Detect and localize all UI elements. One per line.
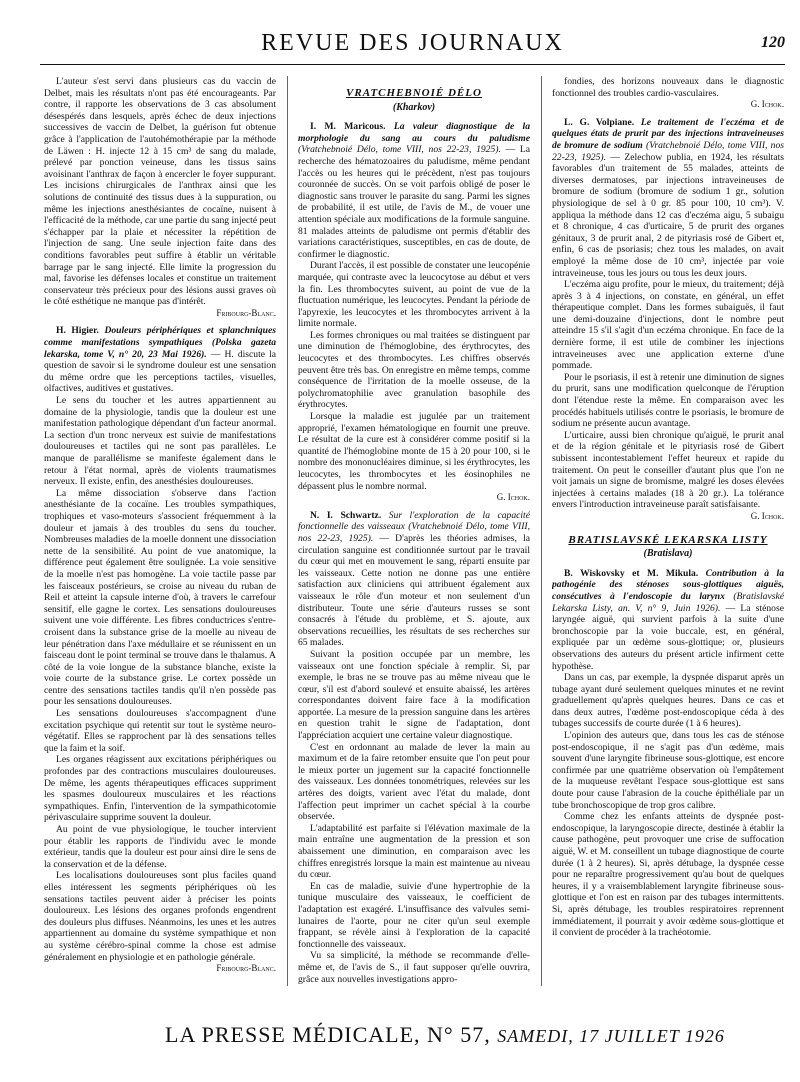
article-body: — D'après les théories admises, la circulation sanguine est conditionnée surtout par le travail du cœur qui met en mouvement le sang, réparti ensuite par les vaisseaux. Cette notion ne donne pas une entière satisfaction aux cliniciens qui attribuent également aux vaisseaux le rôle d'un moteur et non seulement d'un distributeur. Toute une série d'auteurs russes se sont consacrés à l'étude du problème, et S. ajoute, aux observations recueillies, les résultats de ses recherches sur 65 malades. <box>298 532 530 649</box>
paragraph: Dans un cas, par exemple, la dyspnée disparut après un tubage ayant duré seulement quelques minutes et ne revint graduellement qu'après quelques heures. Dans ce cas et dans deux autres, l'œdème post-endoscopique céda à des tubages successifs de courte durée (1 à 6 heures). <box>552 672 784 730</box>
article-author: H. Higier. <box>56 325 99 337</box>
page-footer <box>165 1022 765 1050</box>
article-reference: (Vratchebnoié Délo, tome VIII, nos 22-23, 1925). <box>298 521 530 544</box>
article-body: — Zelechow publia, en 1924, les résultats favorables d'un traitement de 55 malades, atteints de diverses dermatoses, par injections intraveineuses de bromure de sodium (bromure de sodium 1 gr., solution physiologique de sel à 0 gr. 85 pour 100, 10 cm³). V. appliqua la méthode dans 12 cas d'eczéma aigu, 5 subaigu et 8 chronique, 4 cas d'urticaire, 5 de prurit des organes génitaux, 3 de prurit anal, 2 de pityriasis rosé de Gibert et, enfin, 6 cas de psoriasis; chez tous les malades, on avait employé la même dose de 10 cm³, injectée par voie intraveineuse, tous les jours ou tous les deux jours. <box>552 151 784 279</box>
paragraph: Durant l'accès, il est possible de constater une leucopénie marquée, qui contraste avec la leucocytose au début et vers la fin. Les thrombocytes suivent, au point de vue de la fluctuation numérique, les leucocytes. Pendant la période de l'apyrexie, les leucocytes et les thrombocytes arrivent à la limite normale. <box>298 260 530 330</box>
paragraph: Suivant la position occupée par un membre, les vaisseaux ont une fonction spéciale à remplir. Si, par exemple, le bras ne se trouve pas au même niveau que le cœur, s'il est d'abord soulevé et ensuite abaissé, les artères correspondantes doivent faire face à la modification apportée. La mesure de la pression sanguine dans les artères en question trahit le signe de l'adaptation, dont l'appréciation acquiert une certaine valeur diagnostique. <box>298 648 530 742</box>
paragraph: Pour le psoriasis, il est à retenir une diminution de signes du prurit, sans une modification quelconque de l'éruption dont l'étendue reste la même. En comparaison avec les procédés habituels utilisés contre le psoriasis, le bromure de sodium ne présente aucun avantage. <box>552 371 784 430</box>
signature: G. Ichok. <box>496 492 530 503</box>
footer-journal: LA PRESSE MÉDICALE, <box>165 1022 421 1047</box>
article-higier <box>44 325 276 395</box>
paragraph: Vu sa simplicité, la méthode se recommande d'elle-même et, de l'avis de S., il faut supposer qu'elle ouvrira, grâce aux nouvelles investigations appro- <box>298 950 530 985</box>
article-author: L. G. Volpiane. <box>564 116 635 128</box>
article-reference: (Polska gazeta lekarska, tome V, n° 20, 23 Mai 1926). <box>44 337 276 360</box>
paragraph: Le sens du toucher et les autres appartiennent au domaine de la physiologie, tandis que la douleur est une manifestation pathologique dépendant d'un facteur anormal. La section d'un tronc nerveux est suivie de manifestations douloureuses et tactiles qui ne sont pas parallèles. Le manque de parallélisme se manifeste également dans le retour à l'état normal, après de violents traumatismes nerveux. Il existe, enfin, des anesthésies douloureuses. <box>44 395 276 488</box>
column-left <box>44 76 276 986</box>
paragraph: Les formes chroniques ou mal traitées se distinguent par une diminution de l'hémoglobine, des érythrocytes, des leucocytes et des thrombocytes. Les chiffres observés peuvent être très bas. On enregistre en même temps, comme conséquence de l'irritation de la moelle osseuse, de la polychromatophilie avec granulation basophile des érythrocytes. <box>298 329 530 411</box>
paragraph: Les sensations douloureuses s'accompagnent d'une excitation psychique qui retentit sur tout le système neuro-végétatif. Elles se rapprochent par là des sensations telles que la faim et la soif. <box>44 708 276 754</box>
article-reference: (Bratislavské Lekarska Listy, an. V, n° 9, Juin 1926). <box>552 590 784 614</box>
journal-city: (Bratislava) <box>643 548 693 560</box>
signature: G. Ichok. <box>750 99 784 110</box>
journal-city: (Kharkov) <box>392 101 436 113</box>
article-continuation: fondies, des horizons nouveaux dans le diagnostic fonctionnel des troubles cardio-vasculaires. <box>552 76 784 99</box>
article-author: I. M. Maricous. <box>310 121 386 133</box>
article-body: — La sténose laryngée aiguë, qui survient parfois à la suite d'une bronchoscopie par la voie buccale, est, en général, expliquée par un œdème sous-glottique; or, plusieurs observations des auteurs du présent article infirment cette hypothèse. <box>552 602 784 672</box>
footer-date: SAMEDI, 17 JUILLET 1926 <box>497 1026 725 1046</box>
signature: Fribourg-Blanc. <box>216 307 276 318</box>
article-reference: (Vratchebnoié Délo, tome VIII, nos 22-23, 1925). <box>552 139 784 163</box>
article-body: — H. discute la question de savoir si le syndrome douleur est une sensation du même ordre que les perceptions tactiles, visuelles, olfactives, auditives et gustatives. <box>44 348 276 395</box>
paragraph: Comme chez les enfants atteints de dyspnée post-endoscopique, la laryngoscopie directe, destinée à établir la cause pathogène, peut provoquer une crise de suffocation aiguë, W. et M. conseillent un tubage diagnostique de courte durée (1 à 2 heures). Si, après détubage, la dyspnée cesse pour ne reparaître progressivement qu'au bout de quelques heures, il y a vraisemblablement laryngite fibrineuse sous-glottique et l'on est en raison par des tubages intermittents. Si, après détubage, les troubles respiratoires reprennent immédiatement, il pourrait y avoir œdème sous-glottique et il convient de procéder à la trachéotomie. <box>552 811 784 939</box>
paragraph: Au point de vue physiologique, le toucher intervient pour établir les rapports de l'individu avec le monde extérieur, tandis que la douleur est pour ainsi dire le sens de la conservation et de la défense. <box>44 824 276 870</box>
article-title: La valeur diagnostique de la morphologie du sang au cours du paludisme <box>298 121 530 144</box>
paragraph: L'eczéma aigu profite, pour le mieux, du traitement; déjà après 3 à 4 injections, on constate, en général, un effet thérapeutique complet. Dans les formes subaiguës, il faut une demi-douzaine d'injections, dont le nombre peut atteindre 15 s'il s'agit d'un eczéma chronique. En face de la dernière forme, il est utile de combiner les injections intraveineuses avec une application externe d'une pommade. <box>552 279 784 372</box>
column-divider <box>287 76 288 986</box>
journal-heading: VRATCHEBNOIÉ DÉLO <box>346 87 482 99</box>
article-reference: (Vratchebnoié Délo, tome VIII, nos 22-23, 1925). <box>298 144 501 156</box>
paragraph: Les organes réagissent aux excitations périphériques ou profondes par des contractions musculaires douloureuses. De même, les agents thérapeutiques efficaces suppriment les spasmes douloureux musculaires et les réactions sympathiques. Enfin, l'intervention de la sympathicotomie périvasculaire supprime souvent la douleur. <box>44 754 276 824</box>
article-author: N. I. Schwartz. <box>310 509 382 521</box>
column-divider <box>541 76 542 986</box>
column-middle <box>298 76 530 986</box>
paragraph: Les localisations douloureuses sont plus faciles quand elles intéressent les segments périphériques où les sensations tactiles peuvent aider à préciser les points douloureux. Les lésions des organes profonds engendrent des douleurs plus diffuses. Néanmoins, les unes et les autres appartiennent au domaine du système sympathique et non au système cérébro-spinal comme la chose est admise généralement en physiologie et en pathologie générale. <box>44 870 276 963</box>
article-maricous <box>298 121 530 260</box>
paragraph: La même dissociation s'observe dans l'action anesthésiante de la cocaïne. Les troubles sympathiques, trophiques et vaso-moteurs s'associent fréquemment à la douleur et jamais à des troubles du sens du toucher. Nombreuses maladies de la moelle donnent une dissociation nette de la sensibilité. Au point de vue anatomique, la différence peut également être soulignée. La voie sensitive de la moelle n'est pas homogène. La voie tactile passe par les faisceaux postérieurs, se croise au niveau du ruban de Reil et atteint la capsule interne d'où, à travers le carrefour sensitif, elle gagne le cortex. Les sensations douloureuses suivent une voie différente. Les fibres conductrices s'entre-croisent dans la substance grise de la moelle au niveau de leur pénétration dans l'axe médullaire et se réunissent en un faisceau dont le point terminal se trouve dans le thalamus. A côté de la voie longue de la substance blanche, existe la voie courte de la substance grise. Le cortex possède un centre des sensations tactiles tandis qu'il n'en possède pas pour les sensations douloureuses. <box>44 487 276 708</box>
paragraph: Lorsque la maladie est jugulée par un traitement approprié, l'examen hématologique en fournit une preuve. Le résultat de la cure est à considérer comme positif si la quantité de l'hémoglobine monte de 15 à 20 pour 100, si le nombre des mononucléaires diminue, si les érythrocytes, les leucocytes, les thrombocytes et les éosinophiles ne dépassent plus le nombre normal. <box>298 411 530 492</box>
masthead <box>40 28 785 65</box>
page-number: 120 <box>761 34 785 51</box>
article-author: B. Wiskovsky et M. Mikula. <box>564 567 699 579</box>
article-schwartz <box>298 510 530 649</box>
signature: G. Ichok. <box>750 510 784 521</box>
article-title: Sur l'exploration de la capacité fonctionnelle des vaisseaux <box>298 509 530 533</box>
paragraph: C'est en ordonnant au malade de lever la main au maximum et de la faire retomber ensuite que l'on peut pour le mieux porter un jugement sur la capacité fonctionnelle des vaisseaux. Les données tonométriques, relevées sur les artères des doigts, varient avec l'état du malade, dont l'affection peut imprimer un cachet spécial à la courbe observée. <box>298 741 530 823</box>
paragraph: L'urticaire, aussi bien chronique qu'aiguë, le prurit anal et de la région génitale et le pityriasis rosé de Gibert subissent incontestablement l'effet heureux et rapide du traitement. On peut le conseiller d'autant plus que l'on ne voit jamais un signe de bromisme, malgré les doses élevées injectées à certains malades (18 à 20 gr.). La tolérance envers l'introduction intraveineuse paraît satisfaisante. <box>552 429 784 511</box>
article-title: Le traitement de l'eczéma et de quelques états de prurit par des injections intraveineuses de bromure de sodium <box>552 116 784 151</box>
paragraph: L'opinion des auteurs que, dans tous les cas de sténose post-endoscopique, il ne s'agit pas d'un œdème, mais souvent d'une laryngite fibrineuse sous-glottique, est encore confirmée par une quatrième observation où l'empâtement de la muqueuse revêtant l'espace sous-glottique est sans doute pour cause l'abrasion de la couche épithéliale par un tube bronchoscopique de trop gros calibre. <box>552 730 784 811</box>
article-title: Contribution à la pathogénie des sténoses sous-glottiques aiguës, consécutives à l'endoscopie du larynx <box>552 567 784 602</box>
page-title: REVUE DES JOURNAUX <box>261 30 564 56</box>
paragraph: En cas de maladie, suivie d'une hypertrophie de la tunique musculaire des vaisseaux, le coefficient de l'adaptation est exagéré. L'insuffisance des valvules semi-lunaires de l'aorte, pour ne citer qu'un seul exemple frappant, se révèle ainsi à l'exploration de la capacité fonctionnelle des vaisseaux. <box>298 880 530 950</box>
paragraph: L'adaptabilité est parfaite si l'élévation maximale de la main entraîne une augmentation de la pression et son abaissement une diminution, en comparaison avec les chiffres enregistrés lorsque la main est maintenue au niveau du cœur. <box>298 822 530 881</box>
signature: Fribourg-Blanc. <box>216 963 276 974</box>
article-title: Douleurs périphériques et splanchniques comme manifestations sympathiques <box>44 325 276 349</box>
article-continuation: L'auteur s'est servi dans plusieurs cas du vaccin de Delbet, mais les résultats n'ont pas été encourageants. Par contre, il rapporte les observations de 3 cas absolument désespérés dans lesquels, après échec de deux injections successives de vaccin de Delbet, la guérison fut obtenue grâce à l'application de l'autohémothérapie par la méthode de Läwen : H. injecte 12 à 15 cm³ de sang du malade, prélevé par ponction veineuse, dans les tissus sains avoisinant l'anthrax de façon à encercler le foyer suppurant. Les incisions chirurgicales de l'anthrax ainsi que les solutions de continuité des tissus dues à la suppuration, ou même les injections anesthésiantes de cocaïne, nuisent à l'efficacité de la méthode, car une partie du sang injecté peut s'échapper par la plaie et nécessiter la répétition de l'injection de sang. Une seule injection faite dans des conditions favorables peut suffire à établir un véritable barrage par le sang injecté. Elle limite la progression du mal, favorise les défenses locales et constitue un traitement conservateur très précieux pour des lésions aussi graves où le côté esthétique ne manque pas d'intérêt. <box>44 76 276 308</box>
article-wiskovsky <box>552 568 784 672</box>
article-body: — La recherche des hématozoaires du paludisme, même pendant l'accès ou les heures qui le précèdent, n'est pas toujours couronnée de succès. On se voit parfois obligé de poser le diagnostic sans trouver le parasite du sang. Parmi les signes de probabilité, il est utile, de l'avis de M., de vouer une attention spéciale aux modifications de la formule sanguine. 81 malades atteints de paludisme ont permis d'établir des variations caractéristiques, susceptibles, en cas de doute, de confirmer le diagnostic. <box>298 144 530 260</box>
footer-issue: N° 57, <box>427 1022 491 1047</box>
article-volpiane <box>552 117 784 279</box>
column-right <box>552 76 784 986</box>
journal-heading: BRATISLAVSKÉ LEKARSKA LISTY <box>568 533 768 546</box>
